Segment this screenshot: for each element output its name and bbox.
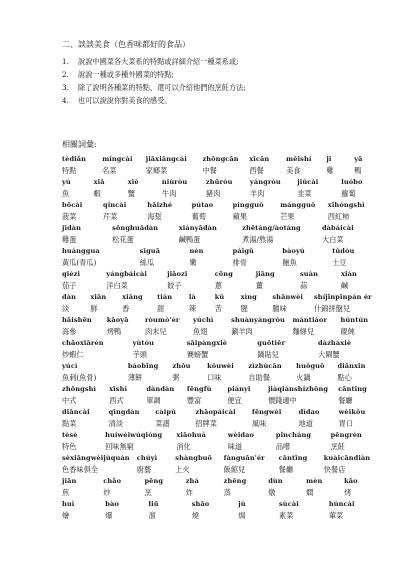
pinyin-word: pútao — [191, 201, 214, 209]
pinyin-word: dàn — [62, 293, 76, 301]
hanzi-word: 葡萄 — [191, 212, 206, 221]
hanzi-word: 雞 — [326, 166, 334, 175]
pinyin-word: zhá — [185, 477, 199, 485]
task-number: 1. — [62, 57, 69, 66]
pinyin-word: diǎncài — [62, 408, 90, 416]
hanzi-word: 辣 — [188, 304, 197, 313]
hanzi-word: 鮮 — [90, 304, 98, 313]
pinyin-word: shíjǐnpīnpán ér — [313, 293, 372, 301]
pinyin-word: zhūròu — [205, 178, 233, 186]
pinyin-line — [62, 362, 382, 373]
hanzi-word: 豐富 — [186, 396, 202, 405]
pinyin-word: yúcì — [62, 362, 78, 370]
pinyin-word: liū — [148, 500, 159, 508]
hanzi-word: 快餐店 — [323, 465, 346, 474]
hanzi-word: 膻味 — [272, 304, 287, 313]
hanzi-line — [62, 189, 382, 200]
vocab-row — [62, 408, 382, 431]
pinyin-line — [62, 247, 382, 258]
hanzi-word: 芹菜 — [103, 212, 118, 221]
hanzi-word: 西式 — [109, 396, 124, 405]
task-text: 除了說明各種菜的特點，還可以介紹他們的烹飪方法; — [78, 83, 246, 92]
pinyin-word: guōtiēr — [257, 339, 286, 347]
task-item — [62, 68, 382, 81]
pinyin-line — [62, 500, 382, 511]
pinyin-word: sèxiāngwèijùquán — [62, 454, 130, 462]
pinyin-word: pēng — [144, 477, 164, 485]
hanzi-word: 茄子 — [62, 281, 77, 290]
hanzi-word: 魚翅 — [193, 327, 208, 336]
pinyin-line — [62, 224, 382, 235]
section-heading: 二、談談美食（色香味都好的食品） — [62, 40, 190, 49]
pinyin-word: jù — [238, 500, 246, 508]
pinyin-word: kǎo — [344, 477, 358, 485]
hanzi-word: 炒 — [103, 488, 111, 497]
hanzi-line — [62, 465, 382, 476]
hanzi-word: 自助餐 — [248, 373, 270, 382]
vocab-row — [62, 500, 382, 523]
hanzi-word: 菜譜 — [155, 419, 170, 428]
hanzi-word: 口味 — [207, 373, 222, 382]
pinyin-word: fēngfù — [186, 385, 212, 393]
hanzi-word: 美食 — [286, 166, 301, 175]
pinyin-word: pēngrèn — [330, 431, 362, 439]
pinyin-word: hǎizhé — [147, 201, 173, 209]
hanzi-word: 煎 — [62, 488, 70, 497]
pinyin-word: ròumò'ér — [144, 316, 180, 324]
hanzi-word: 鹹鴨蛋 — [178, 235, 201, 244]
pinyin-word: suàn — [300, 270, 318, 278]
hanzi-line — [62, 212, 382, 223]
pinyin-word: chǎoxiārén — [62, 339, 104, 347]
hanzi-word: 溜 — [148, 511, 156, 520]
hanzi-word: 鮑魚 — [282, 258, 297, 267]
pinyin-word: xiā — [93, 178, 105, 186]
pinyin-word: sùcài — [279, 500, 299, 508]
pinyin-line — [62, 339, 382, 350]
pinyin-word: páigǔ — [232, 247, 254, 255]
hanzi-word: 蒸 — [223, 488, 231, 497]
vocab-row — [62, 339, 382, 362]
pinyin-word: píngguǒ — [232, 201, 264, 209]
pinyin-word: sīguā — [139, 247, 161, 255]
vocab-row — [62, 316, 382, 339]
hanzi-word: 洋白菜 — [106, 281, 128, 290]
pinyin-word: zhōu — [172, 362, 191, 370]
hanzi-word: 松花蛋 — [112, 235, 134, 244]
pinyin-word: xiān — [90, 293, 107, 301]
hanzi-word: 點心 — [337, 373, 352, 382]
pinyin-word: xián — [341, 270, 357, 278]
task-item — [62, 55, 382, 68]
hanzi-word: 味道 — [227, 442, 243, 451]
hanzi-word: 家鄉菜 — [145, 166, 168, 175]
pinyin-word: qíncài — [103, 201, 127, 209]
hanzi-word: 胃口 — [338, 419, 354, 428]
vocab-row — [62, 201, 382, 224]
hanzi-word: 魚 — [62, 189, 70, 198]
hanzi-word: 炒蝦仁 — [62, 350, 84, 359]
hanzi-word: 肉末兒 — [144, 327, 167, 336]
hanzi-word: 苦 — [214, 304, 222, 313]
pinyin-word: dùn — [268, 477, 283, 485]
hanzi-line — [62, 442, 382, 453]
pinyin-word: luóbo — [341, 178, 363, 186]
pinyin-word: huánggua — [62, 247, 100, 255]
hanzi-word: 賽螃蟹 — [186, 350, 209, 359]
hanzi-word: 芋頭 — [132, 350, 147, 359]
pinyin-word: zhāopáicài — [195, 408, 236, 416]
hanzi-word: 土豆 — [332, 258, 347, 267]
hanzi-word: 爆 — [105, 511, 113, 520]
pinyin-word: tèsè — [62, 431, 78, 439]
hanzi-word: 淡 — [62, 304, 70, 313]
hanzi-word: 薄餅 — [127, 373, 143, 382]
hanzi-word: 蟹 — [127, 189, 135, 198]
hanzi-word: 招牌菜 — [195, 419, 217, 428]
pinyin-word: shuànyángròu — [231, 316, 285, 324]
hanzi-word: 名菜 — [102, 166, 117, 175]
pinyin-line — [62, 431, 382, 442]
hanzi-word: 餐廳 — [338, 396, 353, 405]
pinyin-word: niúròu — [161, 178, 188, 186]
hanzi-word: 風味 — [251, 419, 267, 428]
pinyin-word: pǐncháng — [275, 431, 312, 439]
hanzi-word: 什錦拼盤兒 — [313, 304, 350, 313]
vocab-row — [62, 431, 382, 454]
pinyin-word: dìdao — [298, 408, 320, 416]
pinyin-word: zhōngcān — [202, 155, 239, 163]
hanzi-word: 單調 — [146, 396, 161, 405]
vocab-row — [62, 155, 382, 178]
hanzi-word: 上火 — [175, 465, 190, 474]
pinyin-word: fēngwèi — [251, 408, 282, 416]
hanzi-word: 特點 — [62, 166, 77, 175]
hanzi-word: 清淡 — [108, 419, 124, 428]
pinyin-word: wèikǒu — [338, 408, 366, 416]
pinyin-word: cōng — [214, 270, 233, 278]
hanzi-word: 消化 — [176, 442, 191, 451]
hanzi-word: 粥 — [172, 373, 180, 382]
pinyin-word: dàbáicài — [321, 224, 354, 232]
pinyin-line — [62, 270, 382, 281]
pinyin-word: huíwèiwúqióng — [105, 431, 163, 439]
pinyin-word: mángguǒ — [280, 201, 316, 209]
pinyin-word: tǔdòu — [332, 247, 355, 255]
hanzi-word: 燴 — [62, 511, 70, 520]
pinyin-word: wèidao — [227, 431, 255, 439]
hanzi-word: 黃瓜(青瓜) — [62, 258, 97, 267]
pinyin-word: diǎnxin — [337, 362, 366, 370]
pinyin-word: jiāxiāngcài — [145, 155, 187, 163]
pinyin-word: tèdiǎn — [62, 155, 87, 163]
pinyin-word: yā — [354, 155, 363, 163]
pinyin-word: yùtóu — [132, 339, 154, 347]
hanzi-word: 便宜 — [227, 396, 242, 405]
task-text: 也可以說說你對美食的感受。 — [78, 96, 172, 105]
pinyin-word: zhētáng/àotáng — [242, 224, 301, 232]
hanzi-line — [62, 281, 382, 292]
task-item — [62, 81, 382, 94]
pinyin-word: bàoyú — [282, 247, 305, 255]
hanzi-word: 豬肉 — [205, 189, 221, 198]
pinyin-word: cāntīng — [338, 385, 367, 393]
pinyin-word: càipǔ — [155, 408, 177, 416]
hanzi-word: 烤鴨 — [106, 327, 122, 336]
hanzi-word: 燒 — [191, 511, 199, 520]
pinyin-word: xīcān — [249, 155, 270, 163]
pinyin-line — [62, 477, 382, 488]
hanzi-word: 餐廳 — [278, 465, 294, 474]
pinyin-word: zìzhùcān — [248, 362, 282, 370]
hanzi-word: 價錢適中 — [267, 396, 297, 405]
pinyin-word: yángròu — [249, 178, 281, 186]
pinyin-word: nèn — [189, 247, 204, 255]
hanzi-word: 牛肉 — [161, 189, 177, 198]
hanzi-word: 蔥 — [214, 281, 222, 290]
hanzi-word: 菠菜 — [62, 212, 77, 221]
pinyin-word: xīhóngshì — [327, 201, 365, 209]
task-text: 說說中國菜各大菜系的特點或詳細介紹一種菜系或; — [78, 57, 239, 66]
task-text: 說說一種或多種外國菜的特點; — [78, 70, 174, 79]
hanzi-word: 炸 — [185, 488, 193, 497]
pinyin-word: xiányādàn — [178, 224, 217, 232]
pinyin-word: shàngbuō — [175, 454, 213, 462]
hanzi-word: 餛飩 — [340, 327, 355, 336]
pinyin-word: jiàqiánshízhōng — [267, 385, 329, 393]
hanzi-word: 烹飪 — [330, 442, 345, 451]
task-number: 3. — [62, 83, 69, 92]
hanzi-word: 嫩 — [189, 258, 197, 267]
hanzi-word: 韭菜 — [297, 189, 312, 198]
pinyin-word: zhōngshì — [62, 385, 97, 393]
hanzi-word: 焗 — [238, 511, 246, 520]
pinyin-word: xiè — [127, 178, 139, 186]
hanzi-word: 鴨 — [354, 166, 362, 175]
pinyin-word: chǎo — [103, 477, 122, 485]
hanzi-line — [62, 511, 382, 522]
hanzi-word: 大閘蟹 — [318, 350, 340, 359]
pinyin-line — [62, 178, 382, 189]
vocabulary-title: 相關詞彙: — [62, 140, 97, 149]
pinyin-word: huǒguō — [296, 362, 325, 370]
hanzi-word: 飯館兒 — [223, 465, 246, 474]
pinyin-word: qīngdàn — [108, 408, 140, 416]
hanzi-word: 特色 — [62, 442, 77, 451]
hanzi-word: 薑 — [255, 281, 263, 290]
pinyin-word: kuàicāndiàn — [323, 454, 371, 462]
hanzi-line — [62, 166, 382, 177]
pinyin-word: jīdàn — [62, 224, 82, 232]
hanzi-word: 中式 — [62, 396, 77, 405]
hanzi-line — [62, 258, 382, 269]
hanzi-word: 鹹 — [341, 281, 349, 290]
hanzi-word: 排骨 — [232, 258, 248, 267]
pinyin-word: jiāng — [255, 270, 275, 278]
hanzi-word: 蘿蔔 — [341, 189, 356, 198]
hanzi-word: 烤 — [344, 488, 352, 497]
vocab-row — [62, 270, 382, 293]
hanzi-word: 烹 — [144, 488, 152, 497]
hanzi-word: 色香味俱全 — [62, 465, 98, 474]
vocab-row — [62, 454, 382, 477]
pinyin-word: kǎoyā — [106, 316, 129, 324]
vocabulary-list — [62, 155, 382, 523]
pinyin-word: měishí — [286, 155, 312, 163]
hanzi-line — [62, 327, 382, 338]
hanzi-line — [62, 373, 382, 384]
pinyin-line — [62, 316, 382, 327]
hanzi-word: 燉 — [268, 488, 276, 497]
hanzi-word: 海參 — [62, 327, 77, 336]
vocab-row — [62, 293, 382, 316]
pinyin-line — [62, 201, 382, 212]
task-item — [62, 94, 382, 107]
pinyin-word: sōnghuādàn — [112, 224, 159, 232]
pinyin-word: chúyì — [136, 454, 158, 462]
pinyin-word: jiǎozi — [167, 270, 188, 278]
hanzi-word: 羊肉 — [249, 189, 265, 198]
task-list — [62, 55, 382, 107]
hanzi-word: 廚藝 — [136, 465, 152, 474]
pinyin-word: zhēng — [223, 477, 247, 485]
pinyin-word: sāipàngxiè — [186, 339, 228, 347]
pinyin-word: xiāohuà — [176, 431, 206, 439]
pinyin-word: dàzháxiè — [318, 339, 352, 347]
pinyin-word: jiǔcài — [297, 178, 319, 186]
pinyin-word: dàndàn — [146, 385, 175, 393]
hanzi-word: 香 — [122, 304, 130, 313]
hanzi-word: 蘋果 — [232, 212, 247, 221]
pinyin-line — [62, 408, 382, 419]
hanzi-word: 中餐 — [202, 166, 217, 175]
hanzi-line — [62, 235, 382, 246]
pinyin-line — [62, 155, 382, 166]
pinyin-word: mántiáor — [292, 316, 327, 324]
hanzi-word: 燜 — [306, 488, 314, 497]
pinyin-word: piányi — [227, 385, 251, 393]
pinyin-word: huì — [62, 500, 75, 508]
hanzi-word: 海蜇 — [147, 212, 162, 221]
hanzi-word: 大白菜 — [321, 235, 344, 244]
pinyin-word: xìng — [240, 293, 257, 301]
task-number: 2. — [62, 70, 69, 79]
pinyin-word: húntún — [340, 316, 369, 324]
hanzi-word: 煮湯/熬湯 — [242, 235, 274, 244]
hanzi-word: 麵條兒 — [292, 327, 315, 336]
vocab-row — [62, 224, 382, 247]
hanzi-word: 涮羊肉 — [231, 327, 253, 336]
pinyin-word: yángbáicài — [106, 270, 147, 278]
pinyin-word: mèn — [306, 477, 323, 485]
pinyin-word: xīshì — [109, 385, 128, 393]
pinyin-word: kǒuwèi — [207, 362, 234, 370]
hanzi-word: 餃子 — [167, 281, 182, 290]
hanzi-word: 點菜 — [62, 419, 77, 428]
pinyin-word: hǎishēn — [62, 316, 92, 324]
vocab-row — [62, 178, 382, 201]
hanzi-word: 鍋貼兒 — [257, 350, 279, 359]
hanzi-word: 葷菜 — [328, 511, 344, 520]
hanzi-word: 西餐 — [249, 166, 264, 175]
pinyin-word: cāntīng — [278, 454, 308, 462]
pinyin-word: shānwèi — [272, 293, 304, 301]
pinyin-word: báobǐng — [127, 362, 159, 370]
pinyin-word: shāo — [191, 500, 210, 508]
hanzi-line — [62, 304, 382, 315]
pinyin-word: bōcài — [62, 201, 83, 209]
hanzi-word: 蝦 — [93, 189, 101, 198]
hanzi-word: 西紅柿 — [327, 212, 350, 221]
pinyin-word: qiézi — [62, 270, 81, 278]
hanzi-line — [62, 488, 382, 499]
hanzi-word: 雞蛋 — [62, 235, 77, 244]
pinyin-line — [62, 454, 382, 465]
hanzi-line — [62, 350, 382, 361]
hanzi-word: 芒果 — [280, 212, 295, 221]
pinyin-word: míngcài — [102, 155, 133, 163]
hanzi-word: 地道 — [298, 419, 313, 428]
pinyin-word: kǔ — [214, 293, 225, 301]
hanzi-word: 甜 — [157, 304, 165, 313]
hanzi-line — [62, 396, 382, 407]
pinyin-word: yúchì — [193, 316, 214, 324]
pinyin-word: fànguǎn'ér — [223, 454, 265, 462]
pinyin-word: bào — [105, 500, 119, 508]
pinyin-line — [62, 385, 382, 396]
hanzi-word: 火鍋 — [296, 373, 311, 382]
vocab-row — [62, 477, 382, 500]
pinyin-word: xiāng — [122, 293, 143, 301]
pinyin-line — [62, 293, 382, 304]
pinyin-word: là — [188, 293, 196, 301]
hanzi-word: 蒜 — [300, 281, 308, 290]
task-number: 4. — [62, 96, 69, 105]
vocab-row — [62, 385, 382, 408]
vocab-row — [62, 362, 382, 385]
hanzi-word: 品嚐 — [275, 442, 291, 451]
pinyin-word: húncài — [328, 500, 355, 508]
hanzi-line — [62, 419, 382, 430]
hanzi-word: 絲瓜 — [139, 258, 155, 267]
vocab-row — [62, 247, 382, 270]
hanzi-word: 回味無窮 — [105, 442, 134, 451]
pinyin-word: tián — [157, 293, 173, 301]
hanzi-word: 魚刺(魚骨) — [62, 373, 97, 382]
pinyin-word: yú — [62, 178, 71, 186]
pinyin-word: jī — [326, 155, 332, 163]
hanzi-word: 腥 — [240, 304, 248, 313]
pinyin-word: jiān — [62, 477, 77, 485]
hanzi-word: 素菜 — [279, 511, 294, 520]
